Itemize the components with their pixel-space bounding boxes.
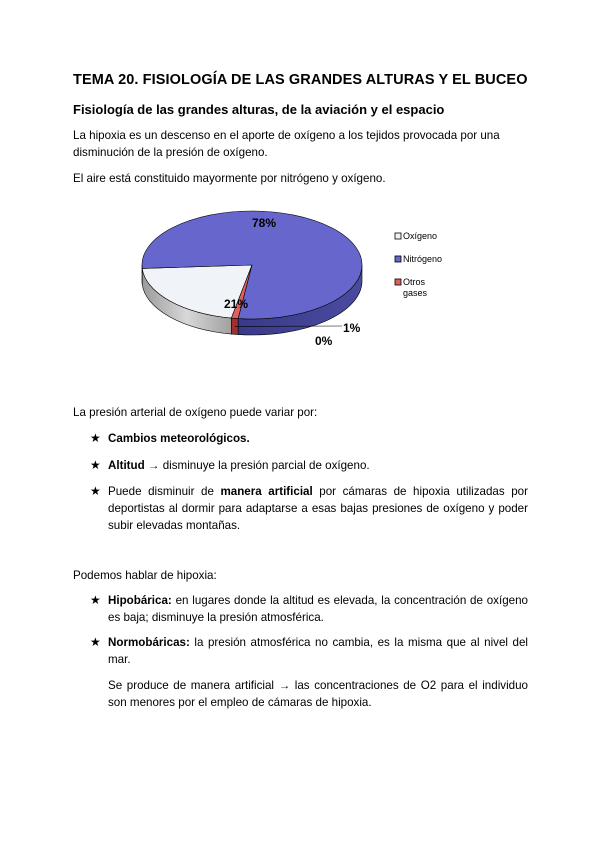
page-title: TEMA 20. FISIOLOGÍA DE LAS GRANDES ALTURAS Y EL BUCEO bbox=[73, 72, 528, 88]
star-bullet-icon: ★ bbox=[90, 593, 101, 607]
bullet-item bbox=[90, 634, 528, 668]
bullet-text: por cámaras de hipoxia utilizadas por deportistas al dormir para adaptarse a esas bajas presiones de oxígeno y poder subir elevadas montañas. bbox=[108, 485, 528, 532]
paragraph-presion: La presión arterial de oxígeno puede variar por: bbox=[73, 406, 318, 419]
data-label-nitrogeno: 78% bbox=[252, 216, 277, 230]
bullet-item bbox=[90, 457, 528, 474]
data-label-oxigeno: 21% bbox=[224, 297, 249, 311]
legend-label-otros: Otros gases bbox=[403, 277, 428, 298]
data-label-zero: 0% bbox=[315, 334, 333, 348]
star-bullet-icon: ★ bbox=[90, 484, 101, 498]
paragraph-artificial: Se produce de manera artificial → las concentraciones de O2 para el individuo son menores por el empleo de cámaras de hipoxia. bbox=[108, 679, 528, 709]
bullet-text: Puede disminuir de bbox=[108, 485, 221, 498]
bullet-text: la presión atmosférica no cambia, es la misma que al nivel del mar. bbox=[108, 636, 528, 666]
legend-swatch-nitrogeno bbox=[395, 256, 401, 262]
bullet-bold: Altitud bbox=[108, 459, 145, 472]
legend-label-nitrogeno: Nitrógeno bbox=[403, 254, 443, 264]
star-bullet-icon: ★ bbox=[90, 458, 101, 472]
star-bullet-icon: ★ bbox=[90, 635, 101, 649]
bullet-item bbox=[90, 483, 528, 534]
bullet-item bbox=[90, 430, 528, 447]
bullet-text: en lugares donde la altitud es elevada, la concentración de oxígeno es baja; disminuye la presión atmosférica. bbox=[108, 594, 528, 624]
legend-swatch-otros bbox=[395, 279, 401, 285]
bullet-bold: Normobáricas: bbox=[108, 636, 190, 649]
paragraph-hipoxia: La hipoxia es un descenso en el aporte de oxígeno a los tejidos provocada por una disminución de la presión de oxígeno. bbox=[73, 129, 500, 159]
section-subtitle: Fisiología de las grandes alturas, de la aviación y el espacio bbox=[73, 102, 445, 117]
star-bullet-icon: ★ bbox=[90, 431, 101, 445]
bullet-bold: Cambios meteorológicos. bbox=[108, 432, 250, 445]
chart-legend bbox=[395, 231, 442, 298]
bullet-bold: manera artificial bbox=[220, 485, 313, 498]
bullet-bold: Hipobárica: bbox=[108, 594, 172, 607]
bullet-item bbox=[90, 592, 528, 626]
paragraph-hablar: Podemos hablar de hipoxia: bbox=[73, 569, 217, 582]
data-label-otros: 1% bbox=[343, 321, 361, 335]
legend-label-oxigeno: Oxígeno bbox=[403, 231, 438, 241]
bullet-text: → disminuye la presión parcial de oxígeno. bbox=[144, 459, 370, 472]
legend-swatch-oxigeno bbox=[395, 233, 401, 239]
paragraph-aire: El aire está constituido mayormente por nitrógeno y oxígeno. bbox=[73, 172, 386, 185]
pie-chart bbox=[0, 195, 600, 385]
